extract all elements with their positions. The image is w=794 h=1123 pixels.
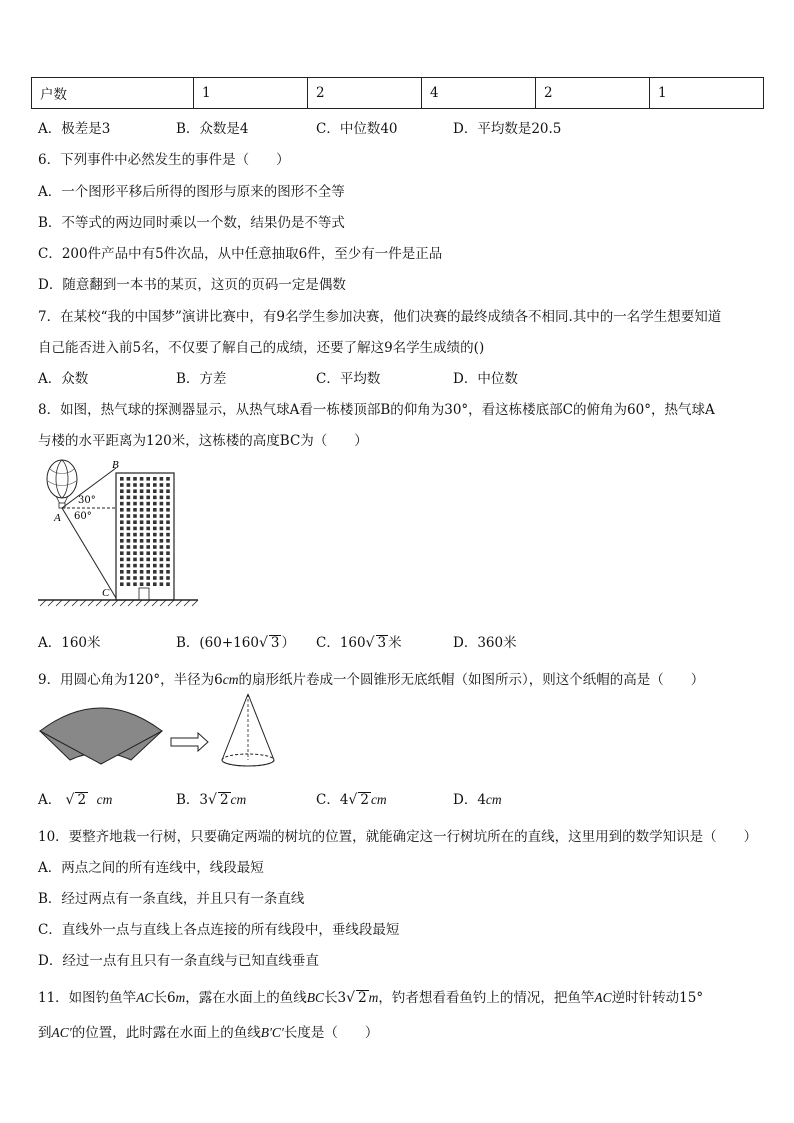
q8-c-radicand: 3	[377, 635, 387, 651]
window	[140, 551, 144, 555]
window	[133, 514, 137, 518]
ground-hatch	[96, 600, 102, 606]
window	[120, 496, 124, 500]
window	[153, 576, 157, 580]
window	[127, 514, 131, 518]
window	[133, 576, 137, 580]
table-cell: 户数	[32, 78, 194, 109]
window	[153, 558, 157, 562]
window	[140, 558, 144, 562]
window	[166, 558, 170, 562]
q6-option-b: B．不等式的两边同时乘以一个数，结果仍是不等式	[38, 215, 345, 231]
window	[140, 514, 144, 518]
window	[127, 533, 131, 537]
window	[120, 477, 124, 481]
q9-d-unit: cm	[485, 792, 502, 807]
window	[120, 520, 124, 524]
window	[166, 545, 170, 549]
window	[120, 489, 124, 493]
window	[133, 551, 137, 555]
window	[153, 527, 157, 531]
window	[153, 545, 157, 549]
q8-option-b	[176, 631, 295, 651]
q8-c-suffix: 米	[388, 635, 402, 651]
q11-stem-line2	[38, 1021, 378, 1041]
window	[160, 520, 164, 524]
window	[146, 520, 150, 524]
window	[146, 508, 150, 512]
window	[160, 582, 164, 586]
window	[127, 483, 131, 487]
window	[120, 533, 124, 537]
window	[133, 489, 137, 493]
window	[166, 533, 170, 537]
window	[166, 520, 170, 524]
window	[166, 582, 170, 586]
window	[140, 545, 144, 549]
q9-stem-pre: 9．用圆心角为120°，半径为6	[38, 672, 223, 688]
window	[133, 496, 137, 500]
window	[140, 483, 144, 487]
window	[140, 539, 144, 543]
sqrt-symbol: √	[208, 792, 217, 808]
q8-option-d: D．360米	[453, 635, 517, 651]
window	[160, 496, 164, 500]
table-cell: 4	[422, 78, 536, 109]
angle-60-label: 60°	[74, 511, 92, 522]
q9-c-unit: cm	[370, 792, 387, 807]
ground-hatch	[128, 600, 134, 606]
window	[146, 533, 150, 537]
window	[127, 489, 131, 493]
window	[166, 539, 170, 543]
ground-hatch	[72, 600, 78, 606]
sqrt-symbol: √	[348, 792, 358, 808]
q11-unit: m	[175, 990, 186, 1005]
table-cell: 1	[194, 78, 308, 109]
window	[133, 539, 137, 543]
q7-stem-line1: 7．在某校“我的中国梦”演讲比赛中，有9名学生参加决赛，他们决赛的最终成绩各不相同.其中的一名学生想要知道	[38, 309, 722, 325]
q11-ac: AC	[136, 990, 154, 1005]
ground-hatch	[152, 600, 158, 606]
window	[160, 502, 164, 506]
window	[120, 564, 124, 568]
ground-hatch	[48, 600, 54, 606]
q11-unit: m	[368, 990, 379, 1005]
q8-stem-line2: 与楼的水平距离为120米，这栋楼的高度BC为（ ）	[38, 433, 368, 449]
window	[146, 551, 150, 555]
sector-fill	[40, 708, 162, 764]
window	[153, 520, 157, 524]
window	[120, 502, 124, 506]
window	[127, 545, 131, 549]
window	[166, 502, 170, 506]
q8-option-a: A．160米	[38, 635, 101, 651]
q7-stem-line2: 自己能否进入前5名，不仅要了解自己的成绩，还要了解这9名学生成绩的()	[38, 340, 485, 356]
q11-text: 长6	[153, 990, 176, 1006]
window	[166, 514, 170, 518]
window	[166, 496, 170, 500]
window	[127, 508, 131, 512]
q5-option-a: A．极差是3	[38, 121, 111, 137]
table-row	[32, 78, 764, 109]
q9-option-b	[176, 788, 246, 808]
q9-d-prefix: D．4	[453, 792, 486, 808]
q7-option-d: D．中位数	[453, 371, 518, 387]
q8-stem-line1: 8．如图，热气球的探测器显示，从热气球A看一栋楼顶部B的仰角为30°，看这栋楼底部C的俯角为60°，热气球A	[38, 402, 715, 418]
sqrt-symbol: √	[258, 635, 268, 651]
q11-bc: BC	[306, 990, 325, 1005]
window	[140, 520, 144, 524]
q10-option-d: D．经过一点有且只有一条直线与已知直线垂直	[38, 953, 319, 969]
window	[120, 576, 124, 580]
q9-stem-unit: cm	[222, 672, 239, 687]
label-a: A	[54, 512, 61, 524]
window	[160, 489, 164, 493]
sqrt-symbol: √	[65, 792, 75, 808]
q5-option-c: C．中位数40	[316, 121, 398, 137]
q9-a-radicand: 2	[77, 792, 87, 808]
window	[146, 582, 150, 586]
q11-text: 长3	[324, 990, 347, 1006]
window	[140, 570, 144, 574]
window	[140, 564, 144, 568]
q9-stem-post: 的扇形纸片卷成一个圆锥形无底纸帽（如图所示），则这个纸帽的高是（ ）	[238, 672, 705, 688]
window	[120, 539, 124, 543]
table-cell: 2	[308, 78, 422, 109]
q8-b-prefix: B．(60+160	[176, 635, 259, 651]
window	[160, 564, 164, 568]
ground-hatch	[112, 600, 118, 606]
sqrt-symbol: √	[365, 635, 375, 651]
window	[153, 570, 157, 574]
ground-hatch	[192, 600, 198, 606]
ground-hatch	[56, 600, 62, 606]
label-b: B	[112, 459, 119, 471]
sqrt-symbol: √	[346, 990, 356, 1006]
q9-c-radicand: 2	[360, 792, 369, 808]
window	[120, 545, 124, 549]
q11-ac: AC	[594, 990, 612, 1005]
window	[140, 489, 144, 493]
q7-option-a: A．众数	[38, 371, 89, 387]
balloon-building-figure	[36, 455, 201, 610]
window	[127, 502, 131, 506]
q8-b-suffix: ）	[281, 635, 295, 651]
window	[133, 558, 137, 562]
window	[146, 539, 150, 543]
window	[146, 496, 150, 500]
window	[166, 489, 170, 493]
window	[166, 564, 170, 568]
q11-text: 11．如图钓鱼竿	[38, 990, 137, 1006]
q8-b-radicand: 3	[270, 635, 280, 651]
q6-option-c: C．200件产品中有5件次品，从中任意抽取6件，至少有一件是正品	[38, 246, 443, 262]
window	[146, 489, 150, 493]
window	[133, 483, 137, 487]
ground-hatch	[104, 600, 110, 606]
window	[146, 477, 150, 481]
window	[160, 545, 164, 549]
angle-30-label: 30°	[78, 495, 96, 506]
q11-stem-line1	[38, 986, 703, 1006]
window	[133, 502, 137, 506]
q9-b-prefix: B．3	[176, 792, 209, 808]
window	[127, 558, 131, 562]
window	[140, 582, 144, 586]
window	[133, 477, 137, 481]
q11-ac-prime: AC′	[51, 1025, 72, 1040]
q9-b-unit: cm	[230, 792, 247, 807]
window	[140, 533, 144, 537]
table-cell: 2	[536, 78, 650, 109]
window	[160, 514, 164, 518]
window	[146, 502, 150, 506]
ground-hatch	[160, 600, 166, 606]
ground-hatch	[168, 600, 174, 606]
window	[146, 570, 150, 574]
window	[160, 527, 164, 531]
window	[133, 582, 137, 586]
window	[146, 564, 150, 568]
q11-text: ，钓者想看看鱼钓上的情况，把鱼竿	[378, 990, 595, 1006]
q11-text: ，露在水面上的鱼线	[185, 990, 307, 1006]
building-icon	[116, 473, 174, 600]
frequency-table	[31, 77, 764, 109]
ground-hatch	[120, 600, 126, 606]
q11-text: 到	[38, 1025, 52, 1041]
window	[160, 533, 164, 537]
window	[153, 551, 157, 555]
window	[127, 496, 131, 500]
window	[133, 508, 137, 512]
q10-option-a: A．两点之间的所有连线中，线段最短	[38, 860, 264, 876]
window	[166, 477, 170, 481]
window	[127, 477, 131, 481]
window	[166, 527, 170, 531]
q5-option-d: D．平均数是20.5	[453, 121, 562, 137]
window	[160, 539, 164, 543]
window	[120, 514, 124, 518]
window	[160, 558, 164, 562]
window	[160, 576, 164, 580]
window	[160, 508, 164, 512]
q9-b-radicand: 2	[219, 792, 229, 808]
window	[160, 483, 164, 487]
ground-hatch	[144, 600, 150, 606]
q11-text: 逆时针转动15°	[611, 990, 704, 1006]
q10-stem: 10．要整齐地栽一行树，只要确定两端的树坑的位置，就能确定这一行树坑所在的直线，这里用到的数学知识是（ ）	[38, 829, 758, 845]
window	[140, 576, 144, 580]
window	[146, 514, 150, 518]
q9-a-prefix: A．	[38, 792, 62, 808]
window	[146, 576, 150, 580]
window	[166, 483, 170, 487]
window	[166, 508, 170, 512]
q10-option-b: B．经过两点有一条直线，并且只有一条直线	[38, 891, 305, 907]
q9-a-unit: cm	[96, 792, 113, 807]
window	[146, 527, 150, 531]
window	[166, 570, 170, 574]
window	[120, 483, 124, 487]
window	[127, 520, 131, 524]
q5-option-b: B．众数是4	[176, 121, 249, 137]
q6-stem: 6．下列事件中必然发生的事件是（ ）	[38, 152, 290, 168]
ground-hatch	[80, 600, 86, 606]
window	[153, 502, 157, 506]
window	[140, 502, 144, 506]
window	[153, 508, 157, 512]
window	[153, 533, 157, 537]
q6-option-a: A．一个图形平移后所得的图形与原来的图形不全等	[38, 184, 345, 200]
window	[120, 551, 124, 555]
window	[127, 539, 131, 543]
right-arrow-icon	[171, 733, 208, 751]
window	[133, 533, 137, 537]
window	[127, 582, 131, 586]
ground-hatch	[40, 600, 46, 606]
window	[146, 558, 150, 562]
q10-option-c: C．直线外一点与直线上各点连接的所有线段中，垂线段最短	[38, 922, 400, 938]
window	[153, 514, 157, 518]
q7-option-b: B．方差	[176, 371, 227, 387]
window	[140, 508, 144, 512]
window	[127, 576, 131, 580]
q9-option-a	[38, 788, 112, 808]
label-c: C	[102, 587, 110, 599]
window	[153, 496, 157, 500]
window	[153, 477, 157, 481]
window	[166, 551, 170, 555]
window	[140, 477, 144, 481]
q9-option-d	[453, 788, 502, 808]
window	[127, 527, 131, 531]
window	[127, 564, 131, 568]
ground-hatch	[88, 600, 94, 606]
q7-option-c: C．平均数	[316, 371, 381, 387]
q11-text: 的位置，此时露在水面上的鱼线	[71, 1025, 261, 1041]
cone-icon	[222, 694, 274, 766]
q9-stem	[38, 668, 704, 688]
sector-cone-figure	[36, 690, 296, 775]
window	[133, 570, 137, 574]
window	[153, 564, 157, 568]
q8-option-c	[316, 631, 402, 651]
window	[153, 539, 157, 543]
window	[153, 582, 157, 586]
window	[133, 520, 137, 524]
window	[140, 496, 144, 500]
window	[120, 582, 124, 586]
table-cell: 1	[650, 78, 764, 109]
ground-hatch	[136, 600, 142, 606]
ground-hatch	[176, 600, 182, 606]
window	[153, 483, 157, 487]
window	[120, 527, 124, 531]
window	[127, 570, 131, 574]
window	[146, 545, 150, 549]
window	[166, 576, 170, 580]
window	[146, 483, 150, 487]
window	[133, 527, 137, 531]
q6-option-d: D．随意翻到一本书的某页，这页的页码一定是偶数	[38, 277, 346, 293]
window	[120, 558, 124, 562]
q11-text: 长度是（ ）	[283, 1025, 379, 1041]
q11-radicand: 2	[358, 990, 367, 1006]
window	[160, 551, 164, 555]
window	[133, 564, 137, 568]
q8-c-prefix: C．160	[316, 635, 366, 651]
q11-bc-prime: B′C′	[260, 1025, 284, 1040]
window	[160, 477, 164, 481]
window	[140, 527, 144, 531]
window	[160, 570, 164, 574]
q9-c-prefix: C．4	[316, 792, 349, 808]
window	[153, 489, 157, 493]
window	[120, 570, 124, 574]
q9-option-c	[316, 788, 387, 808]
window	[133, 545, 137, 549]
ground-hatch	[184, 600, 190, 606]
window	[127, 551, 131, 555]
ground-hatch	[64, 600, 70, 606]
window	[120, 508, 124, 512]
